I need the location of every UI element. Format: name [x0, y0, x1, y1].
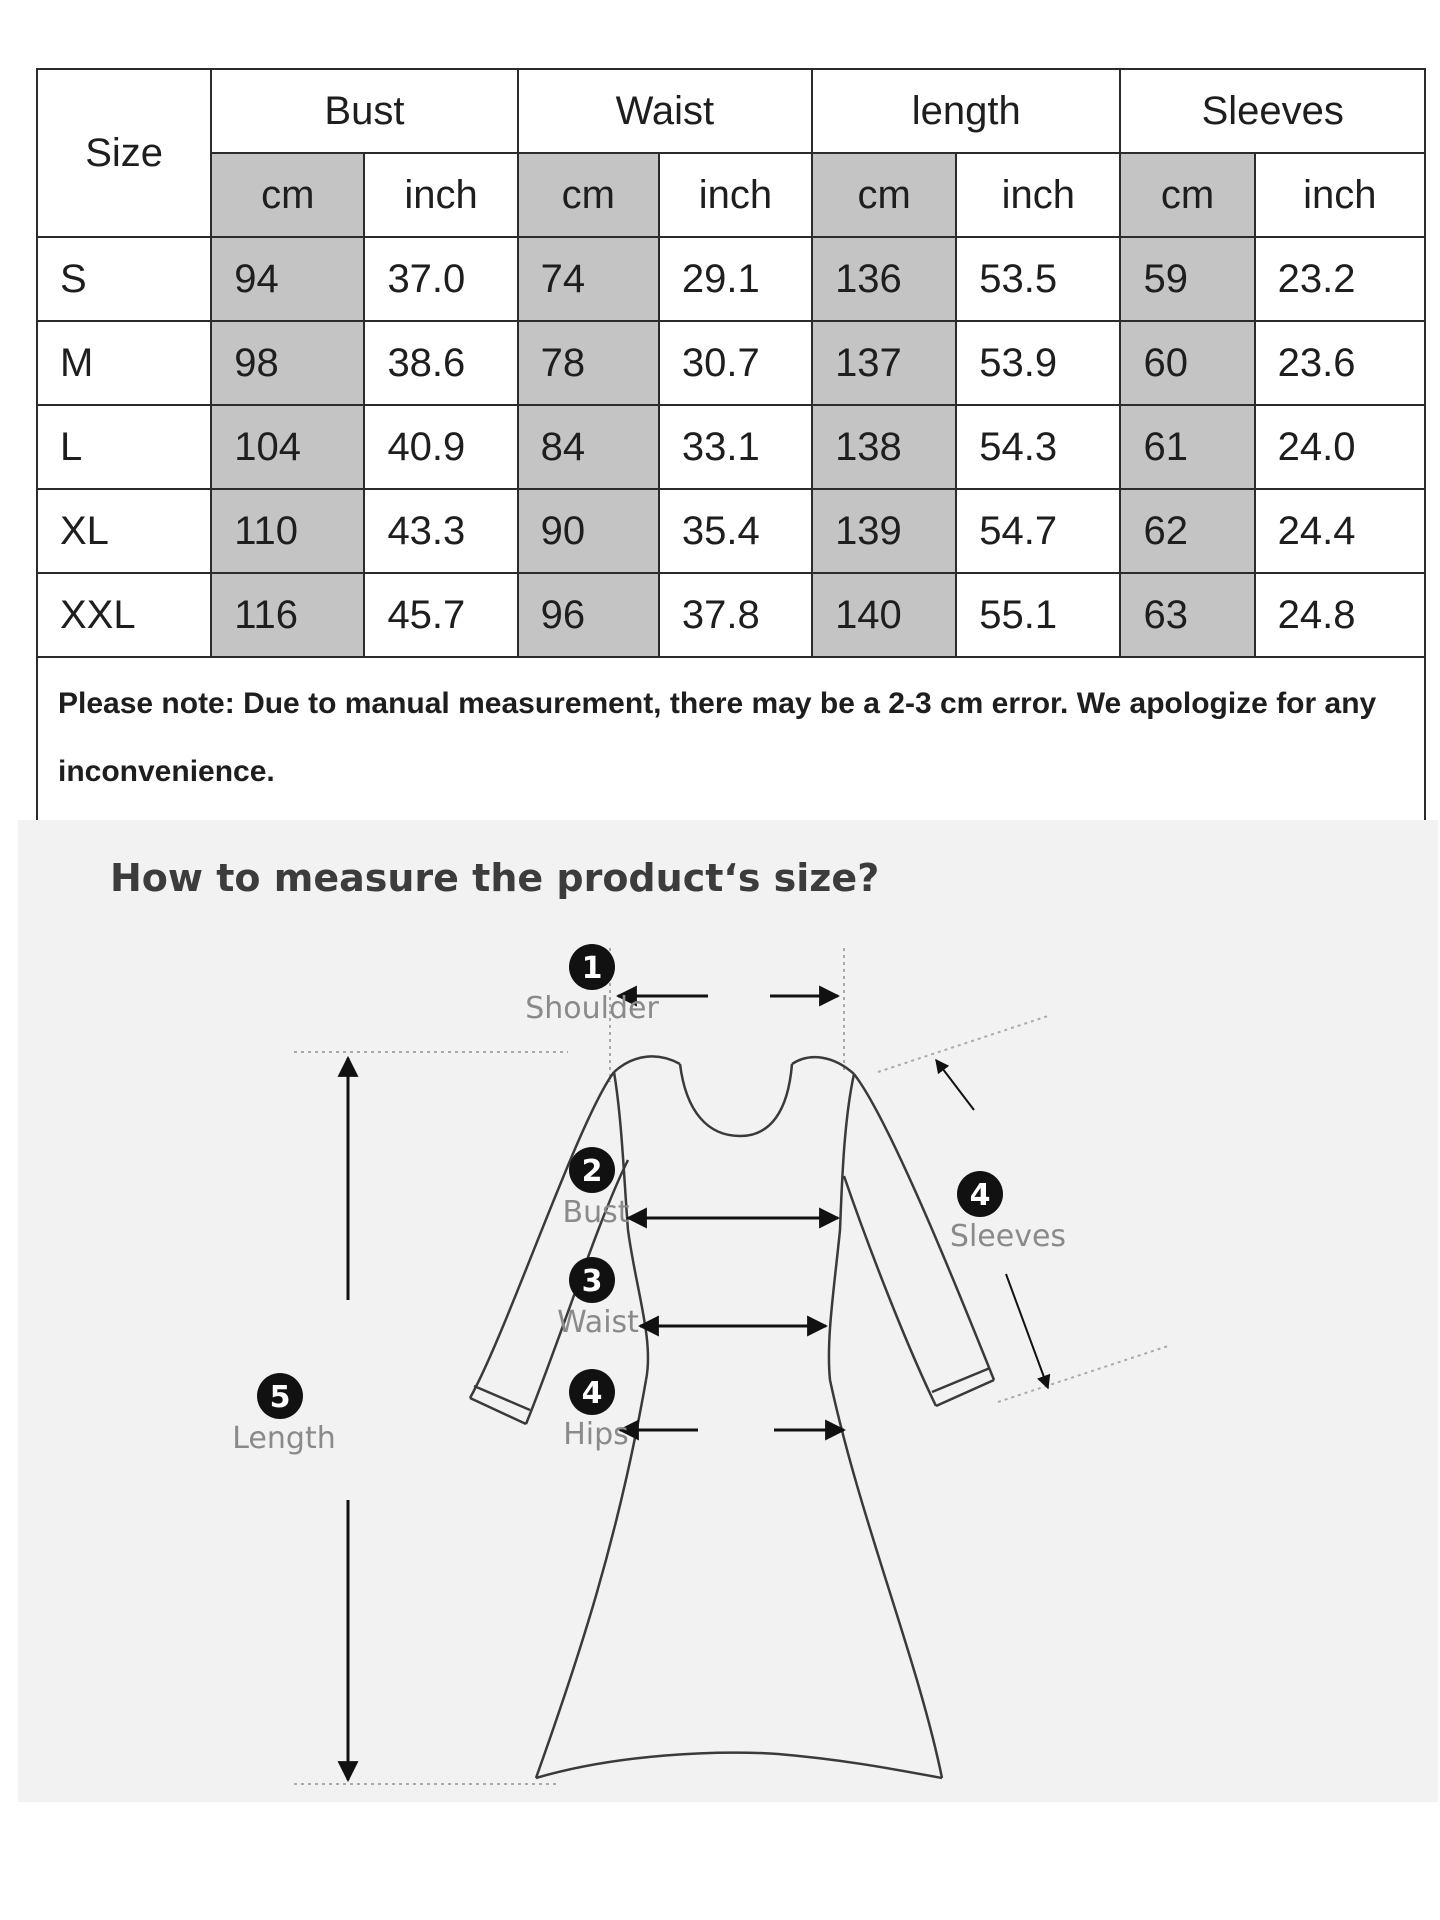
marker-number: 5 [269, 1380, 291, 1415]
marker-number: 4 [969, 1178, 991, 1213]
size-cell: M [37, 321, 211, 405]
measurement-cell: 35.4 [659, 489, 812, 573]
measurement-diagram [18, 820, 1438, 1802]
size-cell: XL [37, 489, 211, 573]
measurement-cell: 137 [812, 321, 956, 405]
table-row [37, 573, 1425, 657]
guide-lines [294, 948, 1168, 1784]
measurement-cell: 29.1 [659, 237, 812, 321]
marker-number: 1 [581, 951, 603, 986]
measurement-cell: 84 [518, 405, 659, 489]
measurement-cell: 98 [211, 321, 364, 405]
measurement-cell: 24.4 [1255, 489, 1425, 573]
measurement-cell: 63 [1120, 573, 1254, 657]
marker-number: 4 [581, 1376, 603, 1411]
measurement-cell: 140 [812, 573, 956, 657]
measurement-cell: 61 [1120, 405, 1254, 489]
size-table-body [37, 237, 1425, 657]
unit-header: cm [812, 153, 956, 237]
unit-header: inch [1255, 153, 1425, 237]
measurement-cell: 138 [812, 405, 956, 489]
measurement-cell: 38.6 [364, 321, 517, 405]
unit-header: cm [1120, 153, 1254, 237]
measurement-cell: 139 [812, 489, 956, 573]
table-row [37, 405, 1425, 489]
measure-guide-title: How to measure the product‘s size? [110, 856, 880, 900]
unit-header: cm [211, 153, 364, 237]
table-row [37, 489, 1425, 573]
measurement-cell: 54.3 [956, 405, 1120, 489]
measurement-cell: 24.8 [1255, 573, 1425, 657]
marker-label: Length [232, 1421, 336, 1456]
measurement-cell: 37.8 [659, 573, 812, 657]
size-chart-table [36, 68, 1426, 846]
measurement-cell: 94 [211, 237, 364, 321]
measurement-cell: 33.1 [659, 405, 812, 489]
marker-number: 2 [581, 1154, 603, 1189]
dress-outline-icon [470, 1056, 994, 1778]
table-row [37, 321, 1425, 405]
group-header-row [37, 69, 1425, 153]
measurement-cell: 53.9 [956, 321, 1120, 405]
marker-label: Hips [563, 1417, 629, 1452]
marker-label: Shoulder [525, 991, 659, 1026]
measurement-cell: 43.3 [364, 489, 517, 573]
measurement-cell: 55.1 [956, 573, 1120, 657]
size-column-header: Size [37, 69, 211, 237]
marker-group [232, 944, 1066, 1456]
length-group-header: length [812, 69, 1120, 153]
measurement-cell: 54.7 [956, 489, 1120, 573]
measurement-cell: 30.7 [659, 321, 812, 405]
measurement-cell: 104 [211, 405, 364, 489]
marker-number: 3 [581, 1264, 603, 1299]
bust-group-header: Bust [211, 69, 517, 153]
measurement-cell: 37.0 [364, 237, 517, 321]
measurement-cell: 74 [518, 237, 659, 321]
measurement-cell: 24.0 [1255, 405, 1425, 489]
unit-header: inch [956, 153, 1120, 237]
measurement-cell: 23.6 [1255, 321, 1425, 405]
measurement-cell: 60 [1120, 321, 1254, 405]
marker-label: Bust [562, 1195, 630, 1230]
size-cell: XXL [37, 573, 211, 657]
measurement-cell: 53.5 [956, 237, 1120, 321]
sleeves-group-header: Sleeves [1120, 69, 1425, 153]
marker-label: Waist [557, 1305, 639, 1340]
waist-group-header: Waist [518, 69, 812, 153]
unit-header: inch [659, 153, 812, 237]
note-row [37, 657, 1425, 846]
measurement-cell: 90 [518, 489, 659, 573]
unit-header-row [37, 153, 1425, 237]
measurement-cell: 45.7 [364, 573, 517, 657]
measurement-cell: 23.2 [1255, 237, 1425, 321]
marker-label: Sleeves [949, 1219, 1067, 1254]
table-row [37, 237, 1425, 321]
measurement-cell: 40.9 [364, 405, 517, 489]
dress-illustration [18, 820, 1438, 1802]
unit-header: inch [364, 153, 517, 237]
measurement-cell: 78 [518, 321, 659, 405]
measurement-cell: 59 [1120, 237, 1254, 321]
measurement-cell: 116 [211, 573, 364, 657]
measurement-cell: 96 [518, 573, 659, 657]
measurement-note: Please note: Due to manual measurement, there may be a 2-3 cm error. We apologize for any inconvenience. [37, 657, 1425, 846]
size-cell: L [37, 405, 211, 489]
measurement-cell: 62 [1120, 489, 1254, 573]
unit-header: cm [518, 153, 659, 237]
measurement-cell: 110 [211, 489, 364, 573]
measurement-cell: 136 [812, 237, 956, 321]
size-cell: S [37, 237, 211, 321]
